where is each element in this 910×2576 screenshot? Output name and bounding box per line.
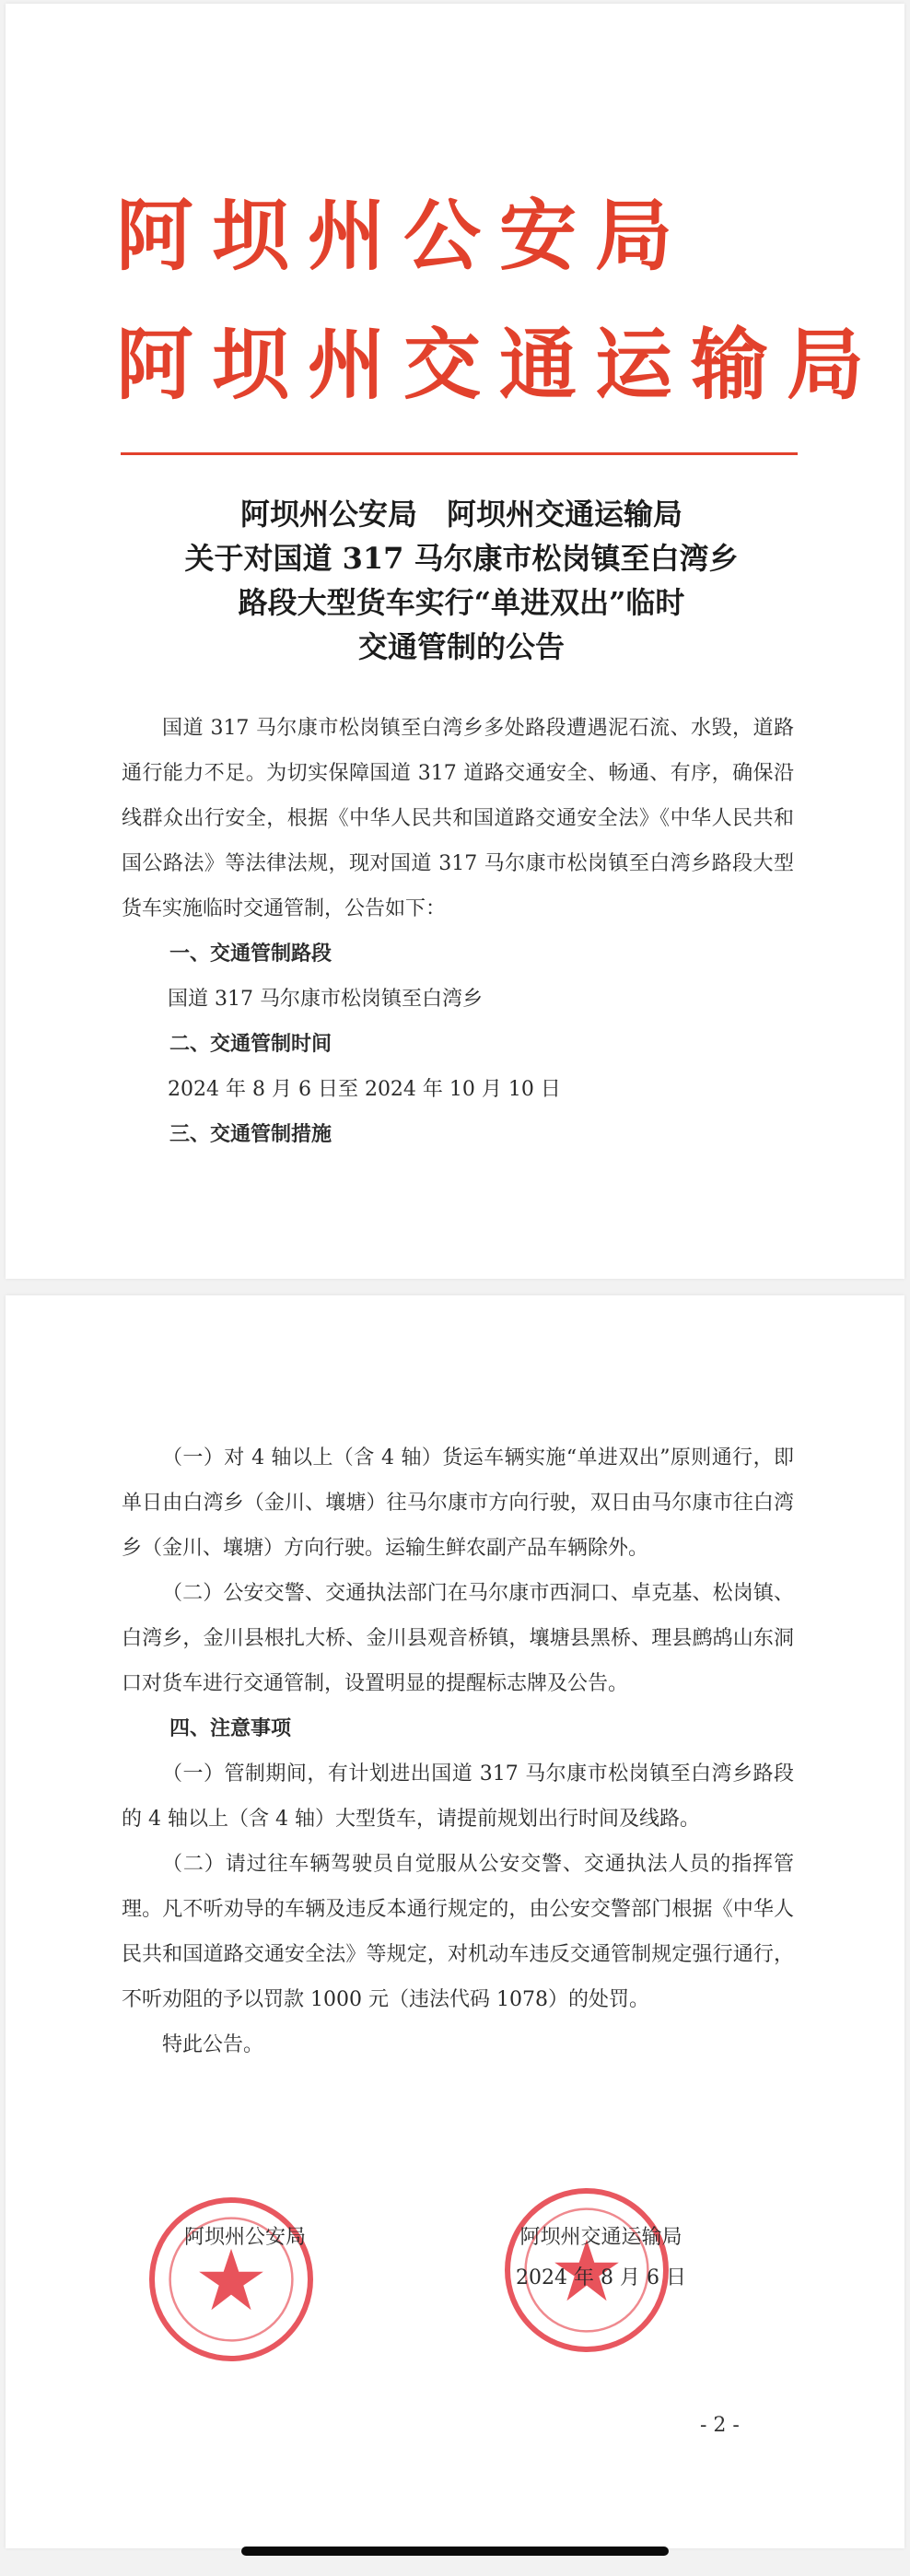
- notice-title-line-3: 路段大型货车实行“单进双出”临时: [238, 585, 685, 620]
- header-police-bureau: 阿坝州公安局: [116, 190, 692, 281]
- closing-text: 特此公告。: [162, 2033, 264, 2056]
- signer-transport-block: [516, 2218, 686, 2299]
- notice-title-line-2: 关于对国道 317 马尔康市松岗镇至白湾乡: [184, 541, 739, 576]
- notice-title-line-1: 阿坝州公安局 阿坝州交通运输局: [239, 497, 682, 532]
- intro-paragraph: 国道 317 马尔康市松岗镇至白湾乡多处路段遭遇泥石流、水毁，道路通行能力不足。为切实保障国道 317 道路交通安全、畅通、有序，确保沿线群众出行安全，根据《中华人民共和国道路交通安全法》《中华人民共和国公路法》等法律法规，现对国道 317 马尔康市松岗镇至白湾乡路段大型货车实施临时交通管制，公告如下：: [122, 717, 794, 920]
- notice-title-line-4: 交通管制的公告: [357, 629, 565, 664]
- section-2-heading: 二、交通管制时间: [169, 1033, 332, 1056]
- signature-block: [0, 2218, 899, 2365]
- measure-2-paragraph: （二）公安交警、交通执法部门在马尔康市西洞口、卓克基、松岗镇、白湾乡，金川县根扎大桥、金川县观音桥镇，壤塘县黑桥、理县鹧鸪山东洞口对货车进行交通管制，设置明显的提醒标志牌及公告。: [122, 1582, 794, 1695]
- signer-police-bureau: 阿坝州公安局: [184, 2226, 307, 2249]
- red-divider-line: [121, 452, 798, 455]
- notice-title: [98, 492, 825, 669]
- measure-1-paragraph: （一）对 4 轴以上（含 4 轴）货运车辆实施“单进双出”原则通行，即单日由白湾乡（金川、壤塘）往马尔康市方向行驶，双日由马尔康市往白湾乡（金川、壤塘）方向行驶。运输生鲜农副产品车辆除外。: [122, 1446, 794, 1560]
- header-transport-bureau: 阿坝州交通运输局: [116, 319, 883, 410]
- page-number: - 2 -: [700, 2414, 740, 2437]
- note-2-paragraph: （二）请过往车辆驾驶员自觉服从公安交警、交通执法人员的指挥管理。凡不听劝导的车辆及违反本通行规定的，由公安交警部门根据《中华人民共和国道路交通安全法》等规定，对机动车违反交通管制规定强行通行，不听劝阻的予以罚款 1000 元（违法代码 1078）的处罚。: [122, 1853, 794, 2011]
- note-1-paragraph: （一）管制期间，有计划进出国道 317 马尔康市松岗镇至白湾乡路段的 4 轴以上（含 4 轴）大型货车，请提前规划出行时间及线路。: [122, 1762, 794, 1831]
- signature-date: 2024 年 8 月 6 日: [516, 2266, 686, 2289]
- page-2-body: [122, 1435, 794, 2067]
- page-1-body: [122, 706, 794, 1157]
- section-2-text: 2024 年 8 月 6 日至 2024 年 10 月 10 日: [168, 1078, 561, 1101]
- section-3-heading: 三、交通管制措施: [169, 1123, 332, 1146]
- section-4-heading: 四、注意事项: [169, 1717, 292, 1740]
- signer-transport-bureau: 阿坝州交通运输局: [519, 2226, 682, 2249]
- section-1-heading: 一、交通管制路段: [169, 943, 332, 966]
- home-indicator-bar[interactable]: [241, 2547, 669, 2556]
- section-1-text: 国道 317 马尔康市松岗镇至白湾乡: [168, 988, 483, 1011]
